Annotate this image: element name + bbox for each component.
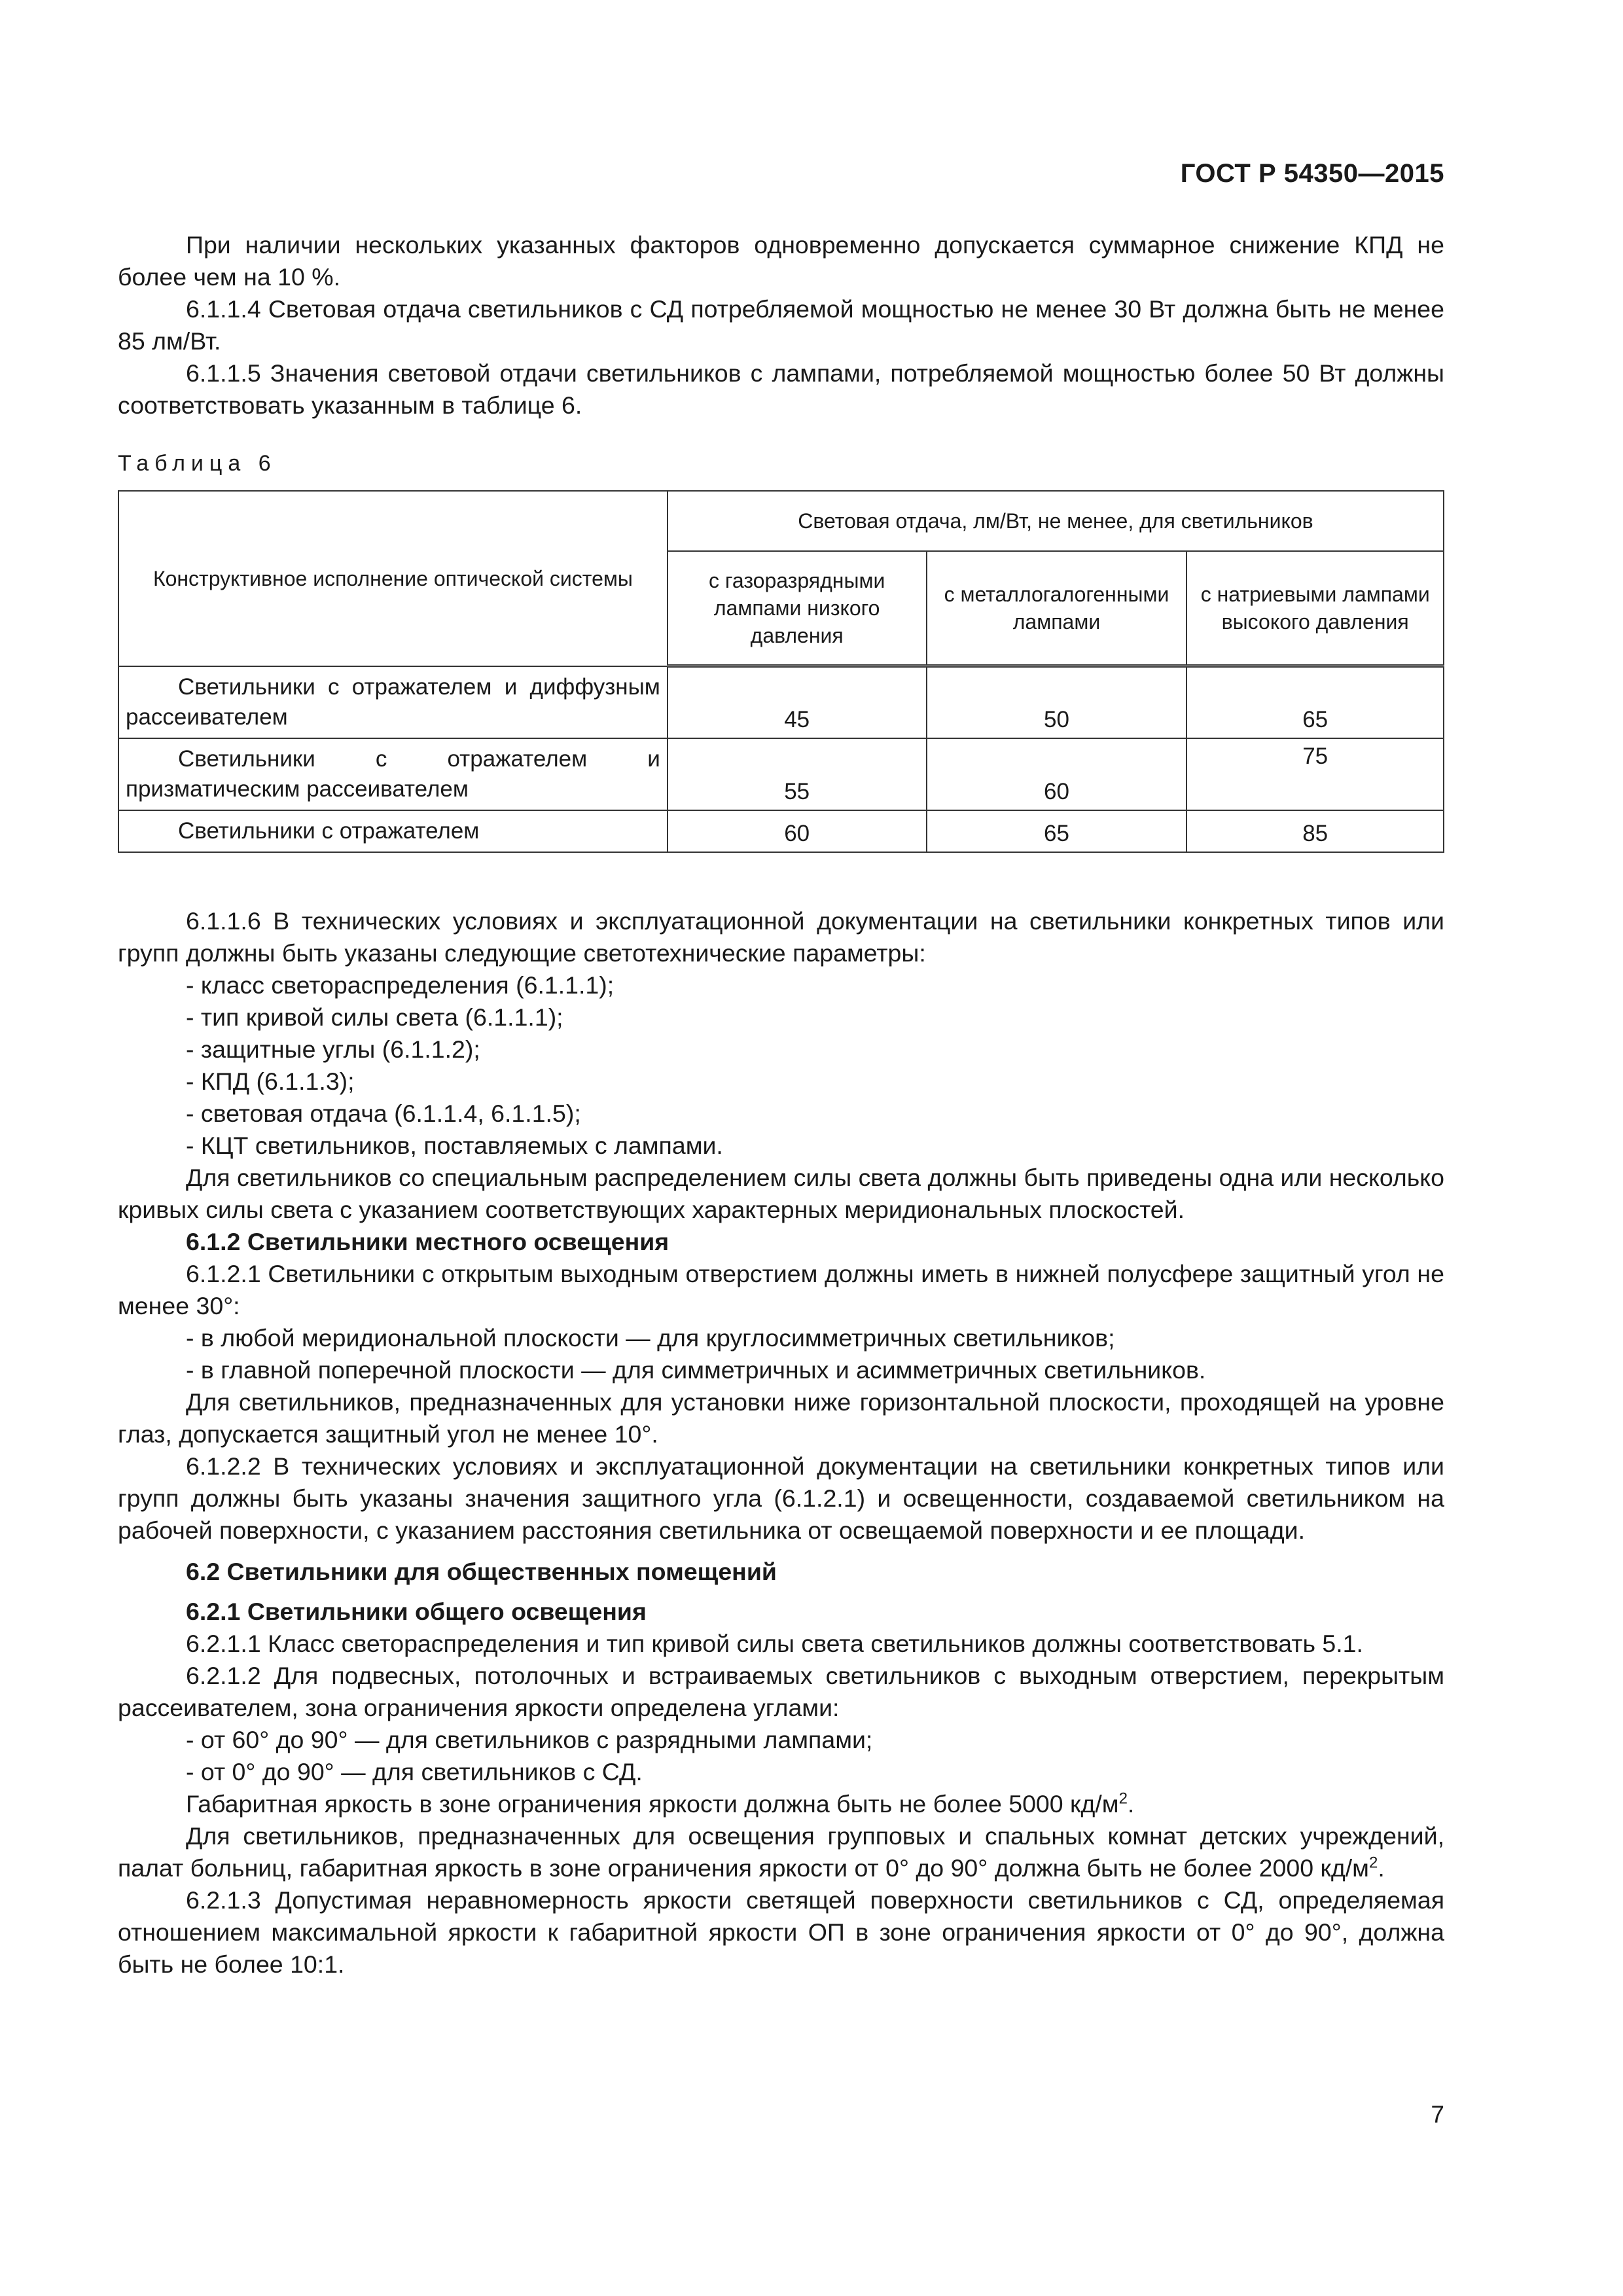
table-cell: Светильники с отражателем и диффузным рассеивателем [118,666,668,738]
section-heading: 6.1.2 Светильники местного освещения [186,1227,669,1255]
paragraph: 6.2.1.1 Класс светораспределения и тип кривой силы света светильников должны соответствовать 5.1. [186,1629,1363,1657]
paragraph-end: . [1127,1789,1135,1818]
table-row [118,666,1444,738]
table-cell: 45 [668,666,927,738]
table-cell: 75 [1186,738,1444,810]
paragraph: 6.2.1.2 Для подвесных, потолочных и встраиваемых светильников с выходным отверстием, перекрытым рассеивателем, зона ограничения яркости определена углами: [118,1661,1444,1721]
table-6 [118,490,1444,853]
table-row [118,738,1444,810]
list-item: - от 60° до 90° — для светильников с разрядными лампами; [186,1725,873,1753]
list-item: - тип кривой силы света (6.1.1.1); [186,1003,563,1031]
list-item: - от 0° до 90° — для светильников с СД. [186,1757,643,1785]
paragraph: 6.2.1.3 Допустимая неравномерность яркости светящей поверхности светильников с СД, определяемая отношением максимальной яркости к габаритной яркости ОП в зоне ограничения яркости от 0° до 90°, должна быть не более 10:1. [118,1886,1444,1978]
paragraph: 6.1.2.1 Светильники с открытым выходным отверстием должны иметь в нижней полусфере защитный угол не менее 30°: [118,1259,1444,1319]
table-cell: 60 [668,810,927,852]
list-item: - световая отдача (6.1.1.4, 6.1.1.5); [186,1099,581,1127]
paragraph: При наличии нескольких указанных факторов одновременно допускается суммарное снижение КПД не более чем на 10 %. [118,231,1444,291]
paragraph: 6.1.1.4 Световая отдача светильников с СД потребляемой мощностью не менее 30 Вт должна быть не менее 85 лм/Вт. [118,295,1444,355]
table-cell: 85 [1186,810,1444,852]
table-cell: 65 [927,810,1187,852]
paragraph-text: Для светильников, предназначенных для освещения групповых и спальных комнат детских учреждений, палат больниц, габаритная яркость в зоне ограничения яркости от 0° до 90° должна быть не более 2000 кд/м [118,1821,1444,1882]
table-header-cell: Конструктивное исполнение оптической системы [118,491,668,666]
list-item: - КЦТ светильников, поставляемых с лампами. [186,1131,723,1159]
paragraph [118,1820,1444,1884]
superscript: 2 [1118,1789,1128,1807]
paragraph: 6.1.1.5 Значения световой отдачи светильников с лампами, потребляемой мощностью более 50 Вт должны соответствовать указанным в таблице 6. [118,359,1444,419]
paragraph-end: . [1378,1854,1385,1882]
table-header-cell: с металлогалогенными лампами [927,551,1187,666]
paragraph: 6.1.2.2 В технических условиях и эксплуатационной документации на светильники конкретных типов или групп должны быть указаны значения защитного угла (6.1.2.1) и освещенности, создаваемой светильником на рабочей поверхности, с указанием расстояния светильника от освещаемой поверхности и ее площади. [118,1452,1444,1544]
list-item: - КПД (6.1.1.3); [186,1067,355,1095]
document-id: ГОСТ Р 54350—2015 [1180,159,1444,188]
list-item: - в любой меридиональной плоскости — для круглосимметричных светильников; [186,1323,1115,1352]
list-item: - защитные углы (6.1.1.2); [186,1035,480,1063]
list-item: - класс светораспределения (6.1.1.1); [186,971,615,999]
subsection-heading: 6.2.1 Светильники общего освещения [186,1597,647,1625]
table-cell: 60 [927,738,1187,810]
paragraph: Для светильников, предназначенных для установки ниже горизонтальной плоскости, проходящей на уровне глаз, допускается защитный угол не менее 10°. [118,1388,1444,1448]
table-header-cell: с газоразрядными лампами низкого давления [668,551,927,666]
table-cell: 55 [668,738,927,810]
section-heading: 6.2 Светильники для общественных помещений [186,1557,777,1585]
table-row [118,810,1444,852]
superscript: 2 [1368,1854,1378,1871]
paragraph [118,1788,1444,1820]
table-cell: 50 [927,666,1187,738]
table-header-row [118,491,1444,551]
page-number: 7 [1431,2101,1444,2128]
table-label: Таблица 6 [118,451,277,476]
table-header-cell: Световая отдача, лм/Вт, не менее, для светильников [668,491,1444,551]
table-cell: 65 [1186,666,1444,738]
paragraph-text: Габаритная яркость в зоне ограничения яркости должна быть не более 5000 кд/м [186,1789,1119,1818]
table-cell: Светильники с отражателем [118,810,668,852]
list-item: - в главной поперечной плоскости — для симметричных и асимметричных светильников. [186,1355,1206,1384]
paragraph: Для светильников со специальным распределением силы света должны быть приведены одна или несколько кривых силы света с указанием соответствующих характерных меридиональных плоскостей. [118,1163,1444,1223]
paragraph: 6.1.1.6 В технических условиях и эксплуатационной документации на светильники конкретных типов или групп должны быть указаны следующие светотехнические параметры: [118,906,1444,967]
table-cell: Светильники с отражателем и призматическим рассеивателем [118,738,668,810]
table-header-cell: с натриевыми лампами высокого давления [1186,551,1444,666]
page-content [118,229,1444,1981]
